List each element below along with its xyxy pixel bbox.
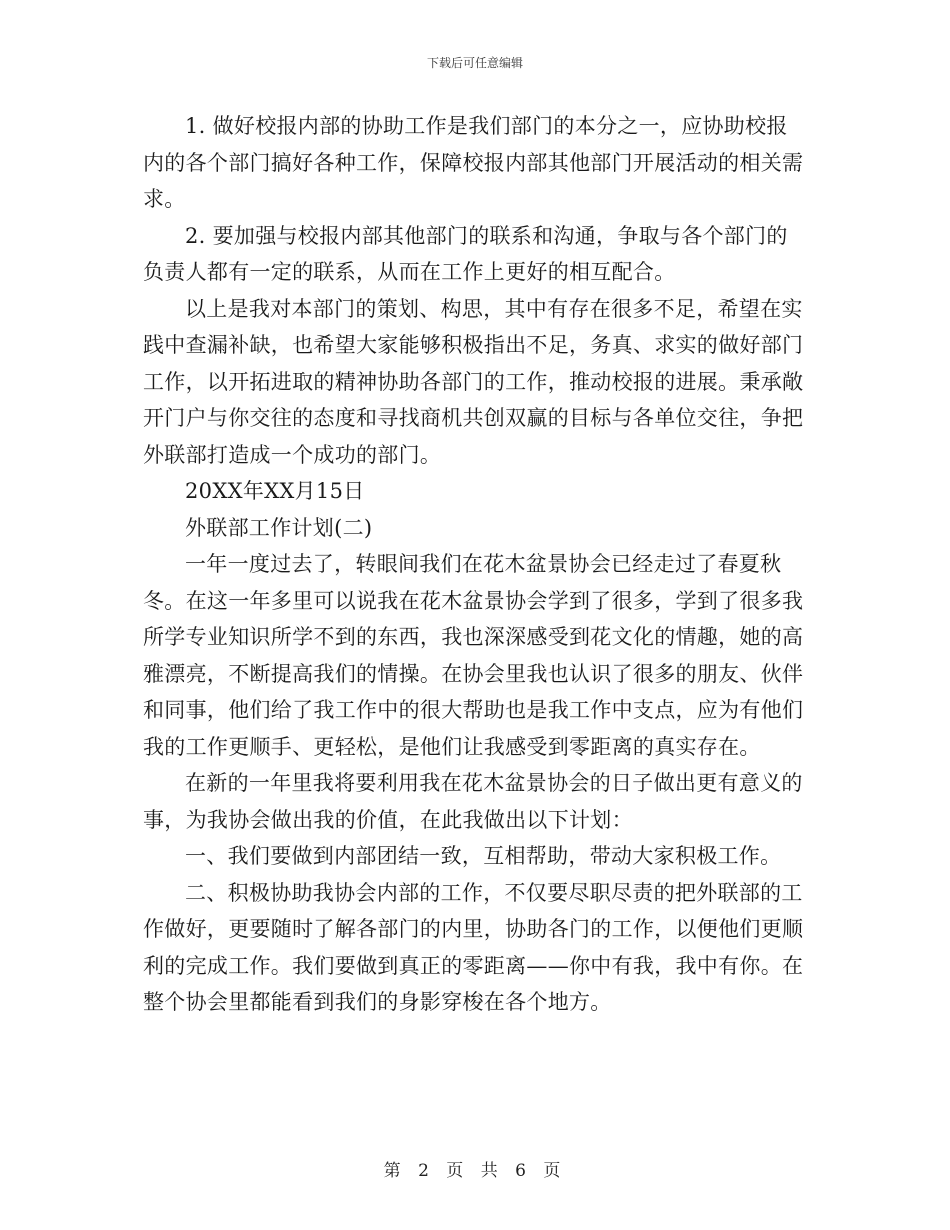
document-body bbox=[143, 108, 807, 1021]
page-footer: 第 2 页 共 6 页 bbox=[383, 1161, 567, 1181]
paragraph-1: 1. 做好校报内部的协助工作是我们部门的本分之一，应协助校报内的各个部门搞好各种工作，保障校报内部其他部门开展活动的相关需求。 bbox=[143, 114, 804, 211]
page-header: 下载后可任意编辑 bbox=[426, 56, 523, 70]
paragraph-3: 以上是我对本部门的策划、构思，其中有存在很多不足，希望在实践中查漏补缺，也希望大家能够积极指出不足，务真、求实的做好部门工作，以开拓进取的精神协助各部门的工作，推动校报的进展。秉承敞开门户与你交往的态度和寻找商机共创双赢的目标与各单位交往，争把外联部打造成一个成功的部门。 bbox=[143, 296, 804, 467]
section-title: 外联部工作计划(二) bbox=[185, 515, 373, 540]
paragraph-4: 一年一度过去了，转眼间我们在花木盆景协会已经走过了春夏秋冬。在这一年多里可以说我在花木盆景协会学到了很多，学到了很多我所学专业知识所学不到的东西，我也深深感受到花文化的情趣，她的高雅漂亮，不断提高我们的情操。在协会里我也认识了很多的朋友、伙伴和同事，他们给了我工作中的很大帮助也是我工作中支点，应为有他们我的工作更顺手、更轻松，是他们让我感受到零距离的真实存在。 bbox=[143, 552, 804, 759]
paragraph-5: 在新的一年里我将要利用我在花木盆景协会的日子做出更有意义的事，为我协会做出我的价值，在此我做出以下计划： bbox=[143, 771, 803, 832]
date-line: 20XX年XX月15日 bbox=[185, 479, 365, 503]
paragraph-6: 一、我们要做到内部团结一致，互相帮助，带动大家积极工作。 bbox=[185, 844, 782, 868]
paragraph-7: 二、积极协助我协会内部的工作，不仅要尽职尽责的把外联部的工作做好，更要随时了解各部门的内里，协助各门的工作，以便他们更顺利的完成工作。我们要做到真正的零距离——你中有我，我中有你。在整个协会里都能看到我们的身影穿梭在各个地方。 bbox=[143, 880, 804, 1014]
paragraph-2: 2. 要加强与校报内部其他部门的联系和沟通，争取与各个部门的负责人都有一定的联系，从而在工作上更好的相互配合。 bbox=[143, 223, 788, 284]
